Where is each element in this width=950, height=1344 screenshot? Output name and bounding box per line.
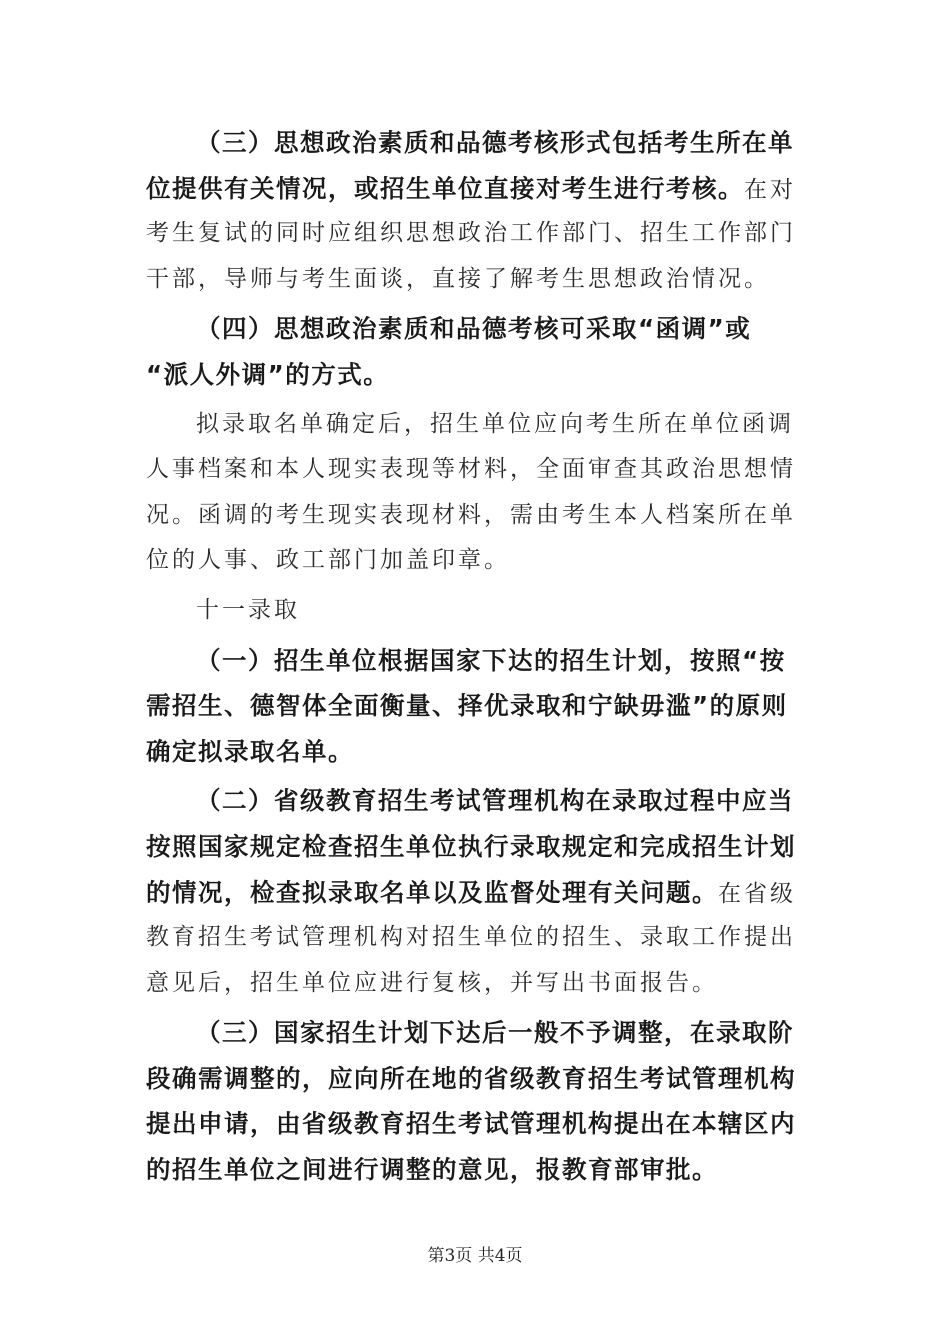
text-line <box>146 1056 811 1102</box>
paragraph <box>146 306 811 397</box>
text-line <box>146 1147 811 1193</box>
text-run-tail: 在省级 <box>718 880 796 907</box>
text-line <box>146 306 811 352</box>
text-run: 教育招生考试管理机构对招生单位的招生、录取工作提出 <box>146 924 796 951</box>
text-run: （二）省级教育招生考试管理机构在录取过程中应当 <box>196 786 794 816</box>
text-line <box>146 120 811 166</box>
text-line <box>146 211 811 257</box>
text-run: （四）思想政治素质和品德考核可采取“函调”或 <box>196 314 752 344</box>
text-run: 意见后，招生单位应进行复核，并写出书面报告。 <box>146 969 718 996</box>
text-run: （三）思想政治素质和品德考核形式包括考生所在单 <box>196 128 794 157</box>
text-line <box>146 1101 811 1147</box>
text-run: 人事档案和本人现实表现等材料，全面审查其政治思想情 <box>146 456 796 483</box>
text-line <box>146 493 811 539</box>
text-line <box>146 257 811 303</box>
text-run: 段确需调整的，应向所在地的省级教育招生考试管理机构 <box>146 1063 796 1093</box>
text-run: 位提供有关情况，或招生单位直接对考生进行考核。 <box>146 173 744 203</box>
text-run: 位的人事、政工部门加盖印章。 <box>146 547 510 574</box>
text-run: 拟录取名单确定后，招生单位应向考生所在单位函调 <box>196 410 794 437</box>
paragraph <box>146 402 811 584</box>
text-line <box>146 729 811 775</box>
text-line <box>146 352 811 398</box>
text-line <box>146 402 811 448</box>
text-run: 考生复试的同时应组织思想政治工作部门、招生工作部门 <box>146 220 796 247</box>
text-run: （三）国家招生计划下达后一般不予调整，在录取阶 <box>196 1018 794 1048</box>
text-line <box>146 638 811 684</box>
text-line <box>146 915 811 961</box>
text-line <box>146 824 811 870</box>
text-run: 确定拟录取名单。 <box>146 736 354 766</box>
text-run: 需招生、德智体全面衡量、择优录取和宁缺毋滥”的原则 <box>146 691 788 721</box>
text-run: 干部，导师与考生面谈，直接了解考生思想政治情况。 <box>146 265 770 292</box>
paragraph <box>146 120 811 302</box>
text-run: 十一录取 <box>196 596 300 623</box>
text-run: “派人外调”的方式。 <box>146 359 390 389</box>
text-run: 的情况，检查拟录取名单以及监督处理有关问题。 <box>146 877 718 907</box>
paragraph <box>146 778 811 1006</box>
text-line <box>146 166 811 212</box>
text-line <box>146 778 811 824</box>
text-run: 况。函调的考生现实表现材料，需由考生本人档案所在单 <box>146 501 796 528</box>
paragraph <box>146 638 811 775</box>
text-line <box>146 961 811 1007</box>
text-line <box>146 683 811 729</box>
text-run-tail: 在对 <box>744 176 796 203</box>
text-line <box>146 1010 811 1056</box>
text-line <box>146 538 811 584</box>
text-line <box>146 447 811 493</box>
text-line <box>146 870 811 916</box>
paragraph <box>146 1010 811 1192</box>
text-run: 的招生单位之间进行调整的意见，报教育部审批。 <box>146 1155 718 1185</box>
paragraph <box>146 588 811 634</box>
text-run: 提出申请，由省级教育招生考试管理机构提出在本辖区内 <box>146 1109 796 1139</box>
text-line <box>146 588 811 634</box>
text-run: （一）招生单位根据国家下达的招生计划，按照“按 <box>196 645 786 675</box>
page-number-footer: 第3页 共4页 <box>427 1246 523 1266</box>
text-run: 按照国家规定检查招生单位执行录取规定和完成招生计划 <box>146 831 796 861</box>
document-body <box>146 120 811 1193</box>
